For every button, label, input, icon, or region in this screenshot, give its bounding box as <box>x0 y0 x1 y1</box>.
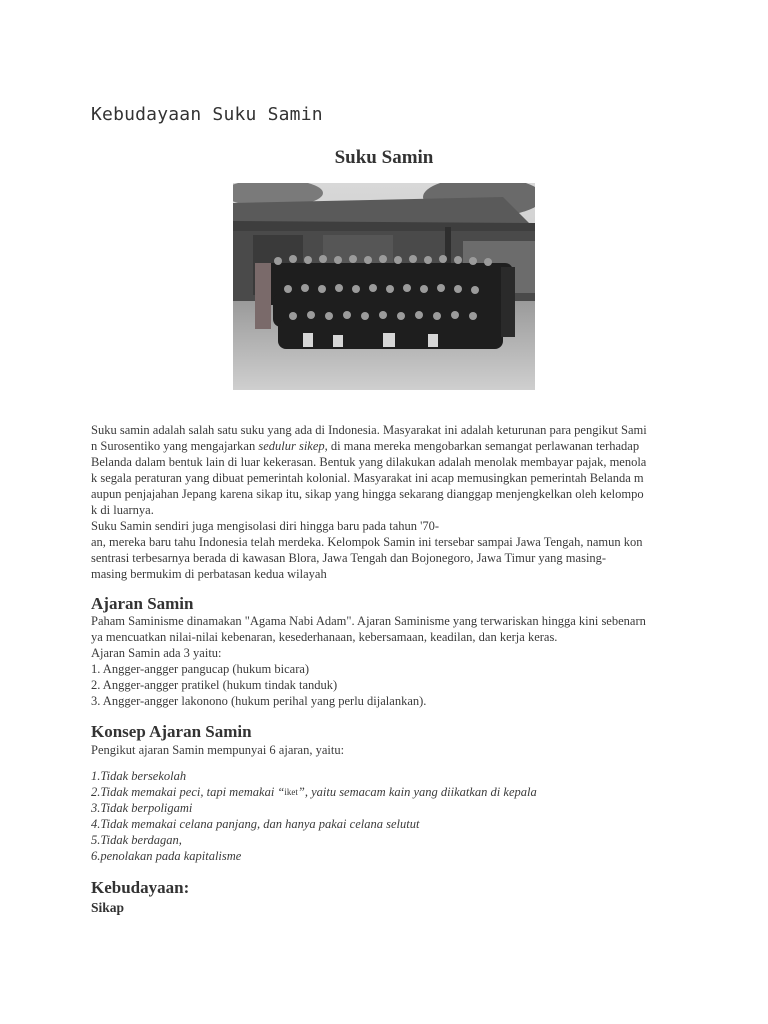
konsep-list-item <box>91 784 681 800</box>
intro-line: aupun penjajahan Jepang karena sikap itu, sikap yang hingga sekarang dianggap menjengkelkan oleh kelompo <box>91 487 644 501</box>
ajaran-paragraph <box>91 613 681 709</box>
sedulur-sikep-emphasis: sedulur sikep <box>258 439 325 453</box>
intro-line: Suku Samin sendiri juga mengisolasi diri hingga baru pada tahun '70- <box>91 519 440 533</box>
ajaran-line: Ajaran Samin ada 3 yaitu: <box>91 646 222 660</box>
ajaran-list-item: 3. Angger-angger lakonono (hukum perihal yang perlu dijalankan). <box>91 694 427 708</box>
document-title: Kebudayaan Suku Samin <box>91 104 323 125</box>
section-heading-ajaran: Ajaran Samin <box>91 594 194 613</box>
intro-line: an, mereka baru tahu Indonesia telah merdeka. Kelompok Samin ini tersebar sampai Jawa Tengah, namun kon <box>91 535 643 549</box>
main-heading: Suku Samin <box>334 147 434 168</box>
konsep-intro: Pengikut ajaran Samin mempunyai 6 ajaran, yaitu: <box>91 743 345 757</box>
intro-line: sentrasi terbesarnya berada di kawasan Blora, Jawa Tengah dan Bojonegoro, Jawa Timur yang masing- <box>91 551 607 565</box>
konsep-list-item: 3.Tidak berpoligami <box>91 801 193 815</box>
intro-line: k di luarnya. <box>91 503 154 517</box>
photo-graphic <box>233 183 535 390</box>
konsep-list <box>91 768 681 864</box>
ajaran-line: Paham Saminisme dinamakan "Agama Nabi Adam". Ajaran Saminisme yang terwariskan hingga kini sebenarn <box>91 614 646 628</box>
ajaran-list-item: 1. Angger-angger pangucap (hukum bicara) <box>91 662 310 676</box>
intro-line-2-end: , di mana mereka mengobarkan semangat perlawanan terhadap <box>324 439 640 453</box>
intro-line: Suku samin adalah salah satu suku yang ada di Indonesia. Masyarakat ini adalah keturunan para pengikut Sami <box>91 423 647 437</box>
subheading-sikap: Sikap <box>91 900 125 915</box>
ajaran-line: ya mencuatkan nilai-nilai kebenaran, kesederhanaan, kebersamaan, keadilan, dan kerja keras. <box>91 630 558 644</box>
konsep-list-item: 4.Tidak memakai celana panjang, dan hanya pakai celana selutut <box>91 817 420 831</box>
konsep-list-item: 6.penolakan pada kapitalisme <box>91 849 242 863</box>
intro-line-2-start: n Surosentiko yang mengajarkan <box>91 439 259 453</box>
konsep-list-item: 1.Tidak bersekolah <box>91 769 187 783</box>
intro-line: Belanda dalam bentuk lain di luar kekerasan. Bentuk yang dilakukan adalah menolak membayar pajak, menola <box>91 455 647 469</box>
intro-paragraph <box>91 422 681 582</box>
intro-line: k segala peraturan yang dibuat pemerintah kolonial. Masyarakat ini acap memusingkan pemerintah Belanda m <box>91 471 644 485</box>
konsep-list-item: 5.Tidak berdagan, <box>91 833 182 847</box>
konsep-item-2-end: ”, yaitu semacam kain yang diikatkan di kepala <box>297 785 537 799</box>
ajaran-list-item: 2. Angger-angger pratikel (hukum tindak tanduk) <box>91 678 338 692</box>
intro-line: masing bermukim di perbatasan kedua wilayah <box>91 567 327 581</box>
section-heading-konsep: Konsep Ajaran Samin <box>91 722 252 741</box>
intro-line <box>91 438 681 454</box>
group-photo-image <box>233 183 535 390</box>
konsep-item-2-start: 2.Tidak memakai peci, tapi memakai “ <box>91 785 285 799</box>
section-heading-kebudayaan: Kebudayaan: <box>91 878 190 897</box>
iket-term: iket <box>284 787 298 797</box>
